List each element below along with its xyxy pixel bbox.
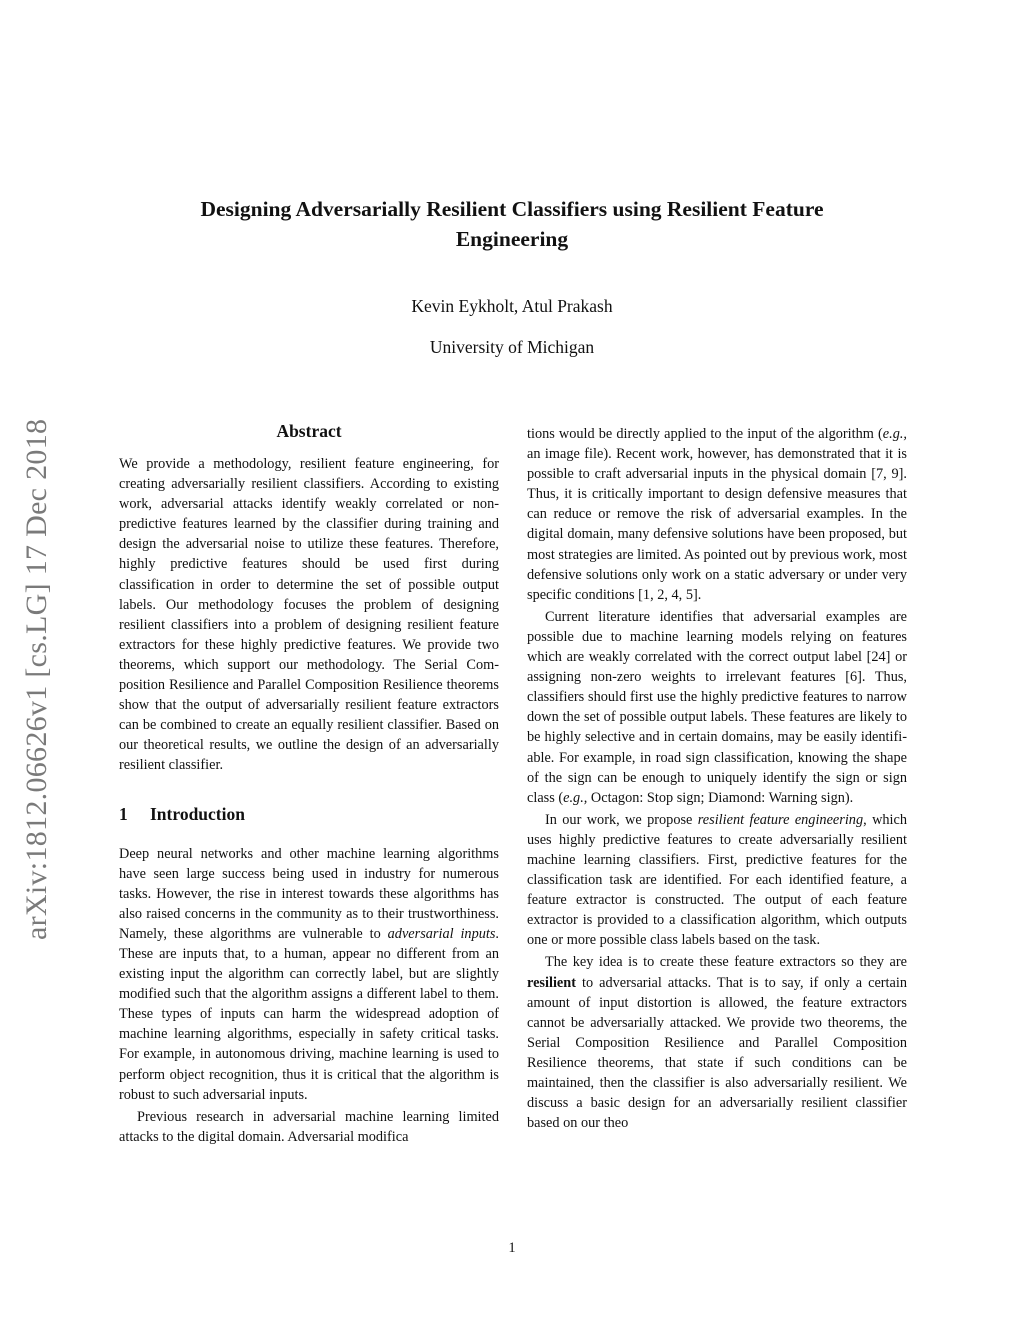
affiliation: University of Michigan bbox=[429, 337, 595, 357]
intro-paragraph-2: Previous research in adversarial machine learning limited attacks to the digital domain. Adversarial modifica bbox=[119, 1108, 499, 1145]
intro-paragraph-1: Deep neural networks and other machine learning algorithms have seen large success being used in industry for numerous tasks. However, the rise in interest towards these algorithms has also raised concerns in the community as to their trustworthiness. Namely, these algorithms are vulnerable to adversarial inputs. These are inputs that, to a human, appear no different from an existing input the algorithm can correctly label, but are slightly modified such that the algorithm assigns a different label to them. These types of inputs can harm the widespread adoption of machine learning algorithms, especially in safety critical tasks. For example, in autonomous driving, machine learning is used to perform object recognition, thus it is critical that the algorithm is robust to such adversarial inputs. bbox=[119, 845, 499, 1103]
section-title: Introduction bbox=[150, 803, 245, 824]
emphasis-resilient-feature-engineering: resilient feature engineering bbox=[697, 811, 864, 828]
emphasis-resilient: resilient bbox=[527, 974, 576, 991]
right-column bbox=[527, 424, 907, 1133]
abstract-heading: Abstract bbox=[276, 421, 342, 441]
authors: Kevin Eykholt, Atul Prakash bbox=[411, 296, 613, 316]
arxiv-identifier: arXiv:1812.06626v1 [cs.LG] 17 Dec 2018 bbox=[20, 418, 53, 940]
abstract-text: We provide a methodology, resilient feature engineering, for creating adversarially resilient classifiers. According to existing work, adversarial attacks identify weakly correlated or non-predictive features learned by the classifier during training and design the adversarial noise to utilize these features. Therefore, highly predictive features should be used first during classification in order to determine the set of possible output labels. Our methodology focuses the problem of designing resilient classifiers into a problem of designing resilient feature extractors for these highly predictive features. We provide two theorems, which support our methodology. The Serial Composition Resilience and Parallel Composition Resilience theorems show that the output of adversarially resilient feature extractors can be combined to create an equally resilient classifier. Based on our theoretical results, we outline the design of an adversarially resilient classifier. bbox=[119, 456, 499, 774]
intro-paragraph-2-continued: tions would be directly applied to the input of the algorithm (e.g., an image file). Recent work, however, has demonstrated that it is possible to craft adversarial inputs in the physical domain [7, 9]. Thus, it is critically important to design defensive measures that can reduce or remove the risk of adversarial examples. In the digital domain, many defensive solutions have been proposed, but most strategies are limited. As pointed out by previous work, most defensive solutions only work on a static adversary or under very specific conditions [1, 2, 4, 5]. bbox=[527, 426, 907, 603]
emphasis-adversarial-inputs: adversarial inputs bbox=[387, 925, 496, 942]
page-number: 1 bbox=[508, 1240, 516, 1256]
paper-title: Designing Adversarially Resilient Classifiers using Resilient Feature Engineering bbox=[200, 197, 824, 251]
intro-paragraph-4: In our work, we propose resilient feature engineering, which uses highly predictive features to create adversarially resilient machine learning classifiers. First, predictive features for the classification task are identified. For each identified feature, a feature extractor is constructed. The output of each feature extractor is provided to a classification algorithm, which outputs one or more possible class labels based on the task. bbox=[527, 811, 908, 949]
intro-paragraph-3: Current literature identifies that adversarial examples are possible due to machine learning models relying on features which are weakly correlated with the correct output label [24] or assigning non-zero weights to irrelevant features [6]. Thus, classifiers should first use the highly predictive features to narrow down the set of possible output labels. These features are likely to be highly selective and in certain domains, may be easily identifiable. For example, in road sign classification, knowing the shape of the sign can be enough to uniquely identify the sign or sign class (e.g., Octagon: Stop sign; Diamond: Warning sign). bbox=[527, 608, 907, 806]
section-heading-introduction bbox=[119, 802, 499, 826]
intro-paragraph-5: The key idea is to create these feature extractors so they are resilient to adversarial attacks. That is to say, if only a certain amount of input distortion is allowed, the feature extractors cannot be adversarially attacked. We provide two theorems, the Serial Composition Resilience and Parallel Composition Resilience theorems, that state if such conditions can be maintained, then the classifier is also adversarially resilient. We discuss a basic design for an adversarially resilient classifier based on our theo bbox=[527, 954, 907, 1132]
left-column bbox=[119, 454, 499, 1147]
section-number: 1 bbox=[119, 803, 128, 824]
